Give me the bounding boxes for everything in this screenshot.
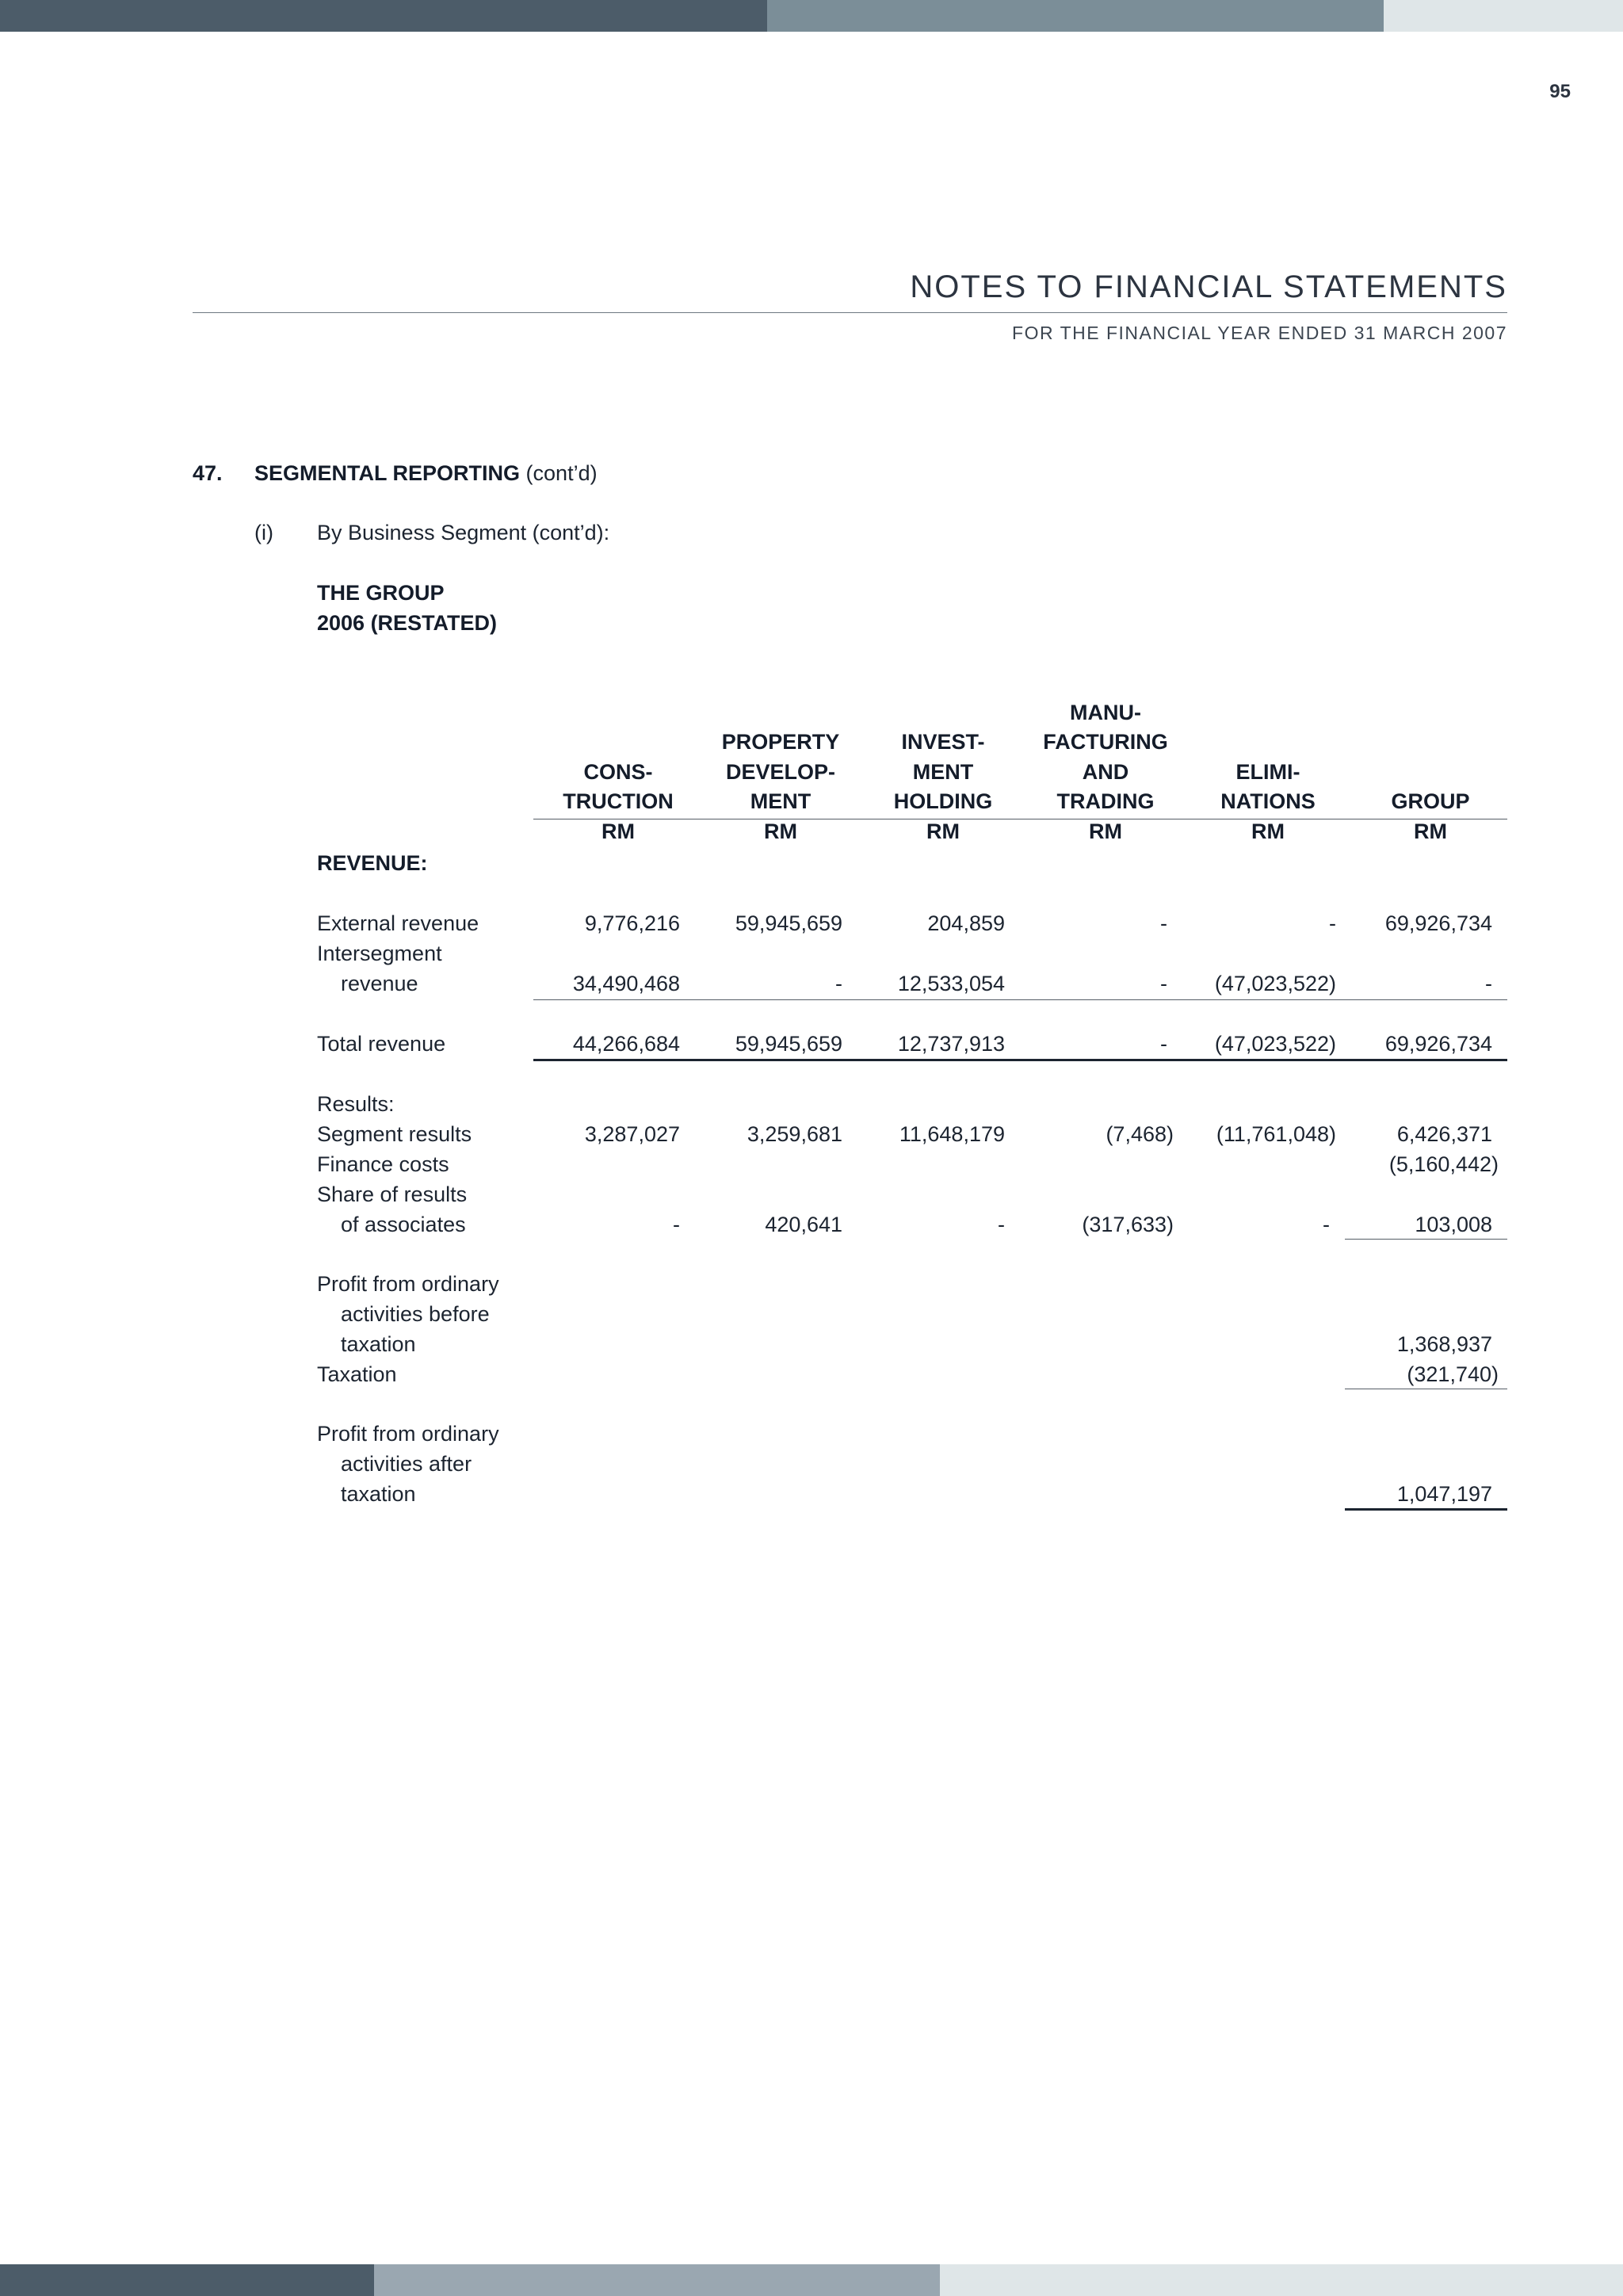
cell-total-group: 69,926,734	[1384, 1032, 1492, 1056]
cell-external-eliminations: -	[1329, 911, 1336, 935]
cell-total-eliminations: (47,023,522)	[1214, 1032, 1336, 1056]
cell-external-group: 69,926,734	[1384, 911, 1492, 935]
row-label-profit-after-2: activities after	[341, 1452, 472, 1476]
column-header-manufacturing-trading: MANU- FACTURING AND TRADING RM	[1043, 700, 1168, 843]
row-label-intersegment-revenue: revenue	[341, 972, 418, 995]
row-label-intersegment: Intersegment	[317, 942, 442, 965]
cell-intersegment-construction: 34,490,468	[572, 972, 680, 995]
cell-profit-after-group: 1,047,197	[1396, 1482, 1492, 1506]
subsection-number: (i)	[254, 521, 273, 544]
cell-associates-eliminations: -	[1323, 1213, 1330, 1236]
page-subtitle: FOR THE FINANCIAL YEAR ENDED 31 MARCH 2007	[1012, 323, 1507, 343]
column-header-investment-holding: INVEST- MENT HOLDING RM	[893, 730, 993, 843]
total-rule	[533, 1059, 1507, 1061]
cell-segment-property: 3,259,681	[747, 1122, 842, 1146]
cell-associates-group: 103,008	[1415, 1213, 1492, 1236]
column-header-property-development: PROPERTY DEVELOP- MENT RM	[721, 730, 840, 843]
section-number: 47.	[193, 461, 223, 485]
row-label-total-revenue: Total revenue	[317, 1032, 446, 1056]
row-label-profit-after-1: Profit from ordinary	[317, 1422, 499, 1446]
cell-intersegment-property: -	[835, 972, 842, 995]
cell-taxation-group: (321,740)	[1407, 1362, 1499, 1386]
cell-total-manufacturing: -	[1160, 1032, 1167, 1056]
cell-external-investment: 204,859	[927, 911, 1005, 935]
header-divider	[193, 312, 1507, 313]
cell-profit-before-group: 1,368,937	[1396, 1332, 1492, 1356]
cell-associates-property: 420,641	[765, 1213, 842, 1236]
cell-total-construction: 44,266,684	[572, 1032, 680, 1056]
column-header-construction: CONS- TRUCTION RM	[563, 759, 674, 843]
row-label-taxation: Taxation	[317, 1362, 397, 1386]
page-title: NOTES TO FINANCIAL STATEMENTS	[910, 269, 1507, 304]
row-label-finance-costs: Finance costs	[317, 1152, 449, 1176]
cell-associates-construction: -	[673, 1213, 680, 1236]
row-label-profit-before-2: activities before	[341, 1302, 490, 1326]
column-header-eliminations: ELIMI- NATIONS RM	[1220, 759, 1316, 843]
page-number: 95	[1549, 81, 1571, 102]
cell-segment-eliminations: (11,761,048)	[1216, 1122, 1336, 1146]
final-total-rule	[1345, 1508, 1507, 1511]
cell-total-investment: 12,737,913	[897, 1032, 1005, 1056]
row-label-segment-results: Segment results	[317, 1122, 472, 1146]
cell-total-property: 59,945,659	[735, 1032, 842, 1056]
section-title: SEGMENTAL REPORTING	[254, 461, 521, 485]
cell-associates-investment: -	[998, 1213, 1005, 1236]
cell-external-manufacturing: -	[1160, 911, 1167, 935]
row-label-of-associates: of associates	[341, 1213, 466, 1236]
table-title-group: THE GROUP	[317, 581, 445, 605]
cell-intersegment-group: -	[1485, 972, 1492, 995]
cell-intersegment-manufacturing: -	[1160, 972, 1167, 995]
subtotal-rule	[533, 999, 1507, 1000]
cell-segment-manufacturing: (7,468)	[1106, 1122, 1174, 1146]
cell-external-property: 59,945,659	[735, 911, 842, 935]
cell-finance-costs-group: (5,160,442)	[1388, 1152, 1499, 1176]
cell-intersegment-eliminations: (47,023,522)	[1214, 972, 1336, 995]
column-header-group: GROUP RM	[1391, 789, 1470, 843]
row-label-profit-after-3: taxation	[341, 1482, 416, 1506]
row-label-profit-before-1: Profit from ordinary	[317, 1272, 499, 1296]
subsection-title: By Business Segment (cont’d):	[317, 521, 610, 544]
results-heading: Results:	[317, 1092, 395, 1116]
row-label-profit-before-3: taxation	[341, 1332, 416, 1356]
section-heading	[254, 458, 598, 488]
top-color-band	[0, 0, 1623, 32]
section-suffix: (cont’d)	[525, 461, 598, 485]
row-label-external-revenue: External revenue	[317, 911, 479, 935]
group-subtotal-rule	[1345, 1239, 1507, 1240]
cell-intersegment-investment: 12,533,054	[897, 972, 1005, 995]
cell-associates-manufacturing: (317,633)	[1082, 1213, 1174, 1236]
row-label-share-of-results: Share of results	[317, 1182, 468, 1206]
cell-external-construction: 9,776,216	[584, 911, 680, 935]
cell-segment-investment: 11,648,179	[899, 1122, 1005, 1146]
table-title-year: 2006 (RESTATED)	[317, 611, 498, 635]
cell-segment-group: 6,426,371	[1396, 1122, 1492, 1146]
revenue-heading: REVENUE:	[317, 851, 428, 875]
cell-segment-construction: 3,287,027	[584, 1122, 680, 1146]
bottom-color-band	[0, 2264, 1623, 2296]
